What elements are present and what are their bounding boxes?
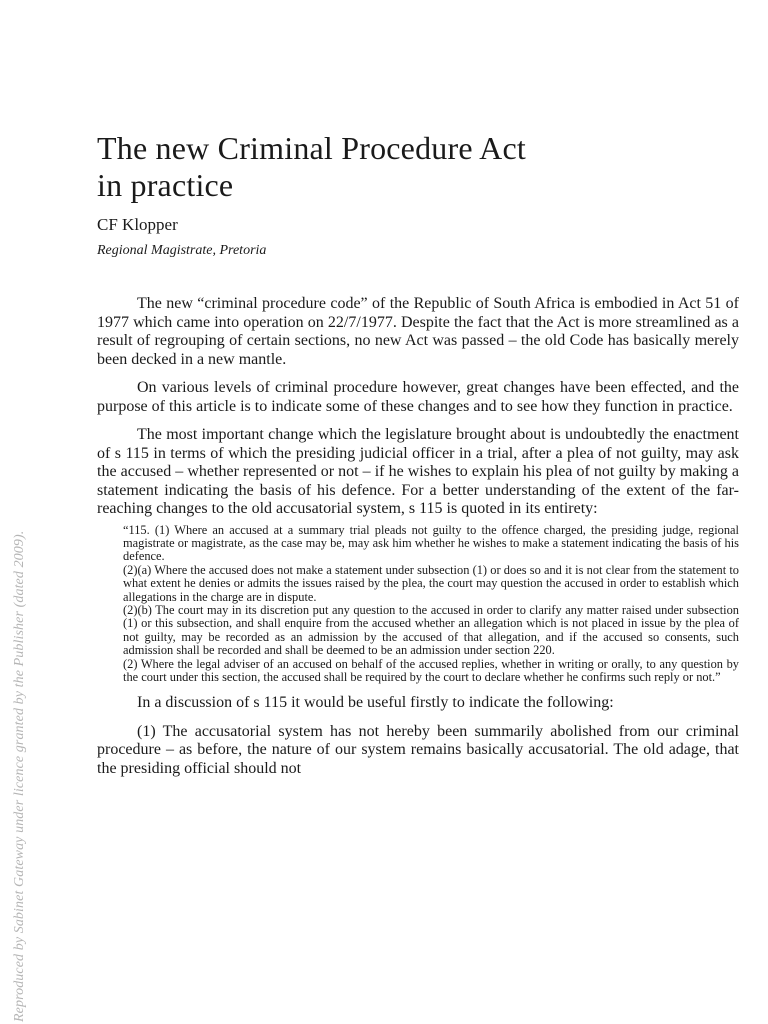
paragraph: The new “criminal procedure code” of the Republic of South Africa is embodied in Act 51 of 1977 which came into operation on 22/7/1977. Despite the fact that the Act is more streamlined as a result of regrouping of certain sections, no new Act was passed – the old Code has basically merely been decked in a new mantle. <box>97 295 739 368</box>
reproduction-watermark: Reproduced by Sabinet Gateway under licence granted by the Publisher (dated 2009). <box>12 530 27 1022</box>
author-name: CF Klopper <box>97 215 178 234</box>
article-body <box>97 295 739 778</box>
title-line-1: The new Criminal Procedure Act <box>97 130 526 166</box>
author-affiliation: Regional Magistrate, Pretoria <box>97 243 267 258</box>
quote-subsection: (2)(b) The court may in its discretion put any question to the accused in order to clarify any matter raised under subsection (1) or this subsection, and shall enquire from the accused whether an allegation which is not placed in issue by the plea of not guilty, may be recorded as an admission by the accused of that allegation, and if the accused so consents, such admission shall be recorded and shall be deemed to be an admission under section 220. <box>123 602 739 658</box>
paragraph: On various levels of criminal procedure however, great changes have been effected, and the purpose of this article is to indicate some of these changes and to see how they function in practice. <box>97 379 739 415</box>
title-line-2: in practice <box>97 167 234 203</box>
quote-subsection: “115. (1) Where an accused at a summary trial pleads not guilty to the offence charged, the presiding judge, regional magistrate or magistrate, as the case may be, may ask him whether he wishes to make a statement indicating the basis of his defence. <box>123 522 739 564</box>
quote-subsection: (2) Where the legal adviser of an accused on behalf of the accused replies, whether in writing or orally, to any question by the court under this section, the accused shall be required by the court to declare whether he confirms such reply or not.” <box>123 656 739 684</box>
quote-subsection: (2)(a) Where the accused does not make a statement under subsection (1) or does so and it is not clear from the statement to what extent he denies or admits the issues raised by the plea, the court may question the accused in order to establish which allegations in the charge are in dispute. <box>123 562 739 604</box>
article-title <box>97 130 739 204</box>
paragraph: (1) The accusatorial system has not hereby been summarily abolished from our criminal procedure – as before, the nature of our system remains basically accusatorial. The old adage, that the presiding official should not <box>97 722 739 777</box>
statute-quote-block <box>123 524 739 685</box>
paragraph: In a discussion of s 115 it would be useful firstly to indicate the following: <box>137 694 614 712</box>
paragraph: The most important change which the legislature brought about is undoubtedly the enactment of s 115 in terms of which the presiding judicial officer in a trial, after a plea of not guilty, may ask the accused – whether represented or not – if he wishes to explain his plea of not guilty by making a statement indicating the basis of his defence. For a better understanding of the extent of the far-reaching changes to the old accusatorial system, s 115 is quoted in its entirety: <box>97 426 739 517</box>
article-page <box>97 130 739 788</box>
